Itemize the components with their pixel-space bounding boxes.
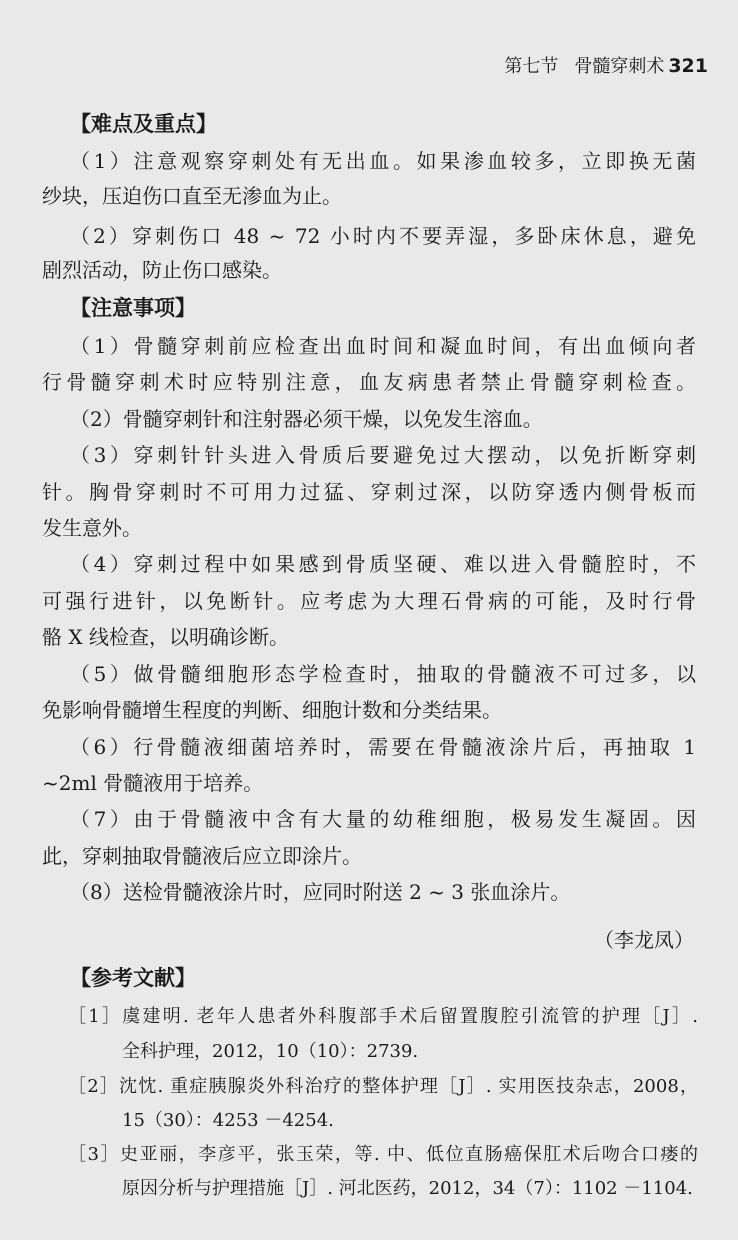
paragraph-line: 纱块，压迫伤口直至无渗血为止。 [42,184,342,208]
paragraph-line: （2）骨髓穿刺针和注射器必须干燥，以免发生溶血。 [70,407,543,431]
reference-line: ［3］史亚丽，李彦平，张玉荣，等. 中、低位直肠癌保肛术后吻合口瘘的 [68,1144,698,1165]
paragraph-line: 可强行进针，以免断针。应考虑为大理石骨病的可能，及时行骨 [42,589,696,613]
reference-line: 全科护理，2012，10（10）：2739. [122,1041,419,1062]
paragraph-line: （4）穿刺过程中如果感到骨质坚硬、难以进入骨髓腔时，不 [70,552,696,576]
reference-line: 15（30）：4253 －4254. [122,1110,334,1131]
paragraph-line: 骼 X 线检查，以明确诊断。 [42,625,289,649]
section-title: 骨髓穿刺术 [574,56,665,77]
paragraph-line: 剧烈活动，防止伤口感染。 [42,258,282,282]
paragraph-line: 针。胸骨穿刺时不可用力过猛、穿刺过深，以防穿透内侧骨板而 [42,480,696,504]
reference-line: ［1］虞建明. 老年人患者外科腹部手术后留置腹腔引流管的护理［J］. [68,1006,698,1027]
paragraph-line: 此，穿刺抽取骨髓液后应立即涂片。 [42,844,362,868]
heading-difficulty: 【难点及重点】 [70,112,217,136]
running-head [504,52,708,78]
paragraph-line: （5）做骨髓细胞形态学检查时，抽取的骨髓液不可过多，以 [70,662,696,686]
paragraph-line: （2）穿刺伤口 48 ~ 72 小时内不要弄湿，多卧床休息，避免 [70,224,696,248]
heading-notes: 【注意事项】 [70,296,196,320]
paragraph-line: （7）由于骨髓液中含有大量的幼稚细胞，极易发生凝固。因 [70,807,696,831]
paragraph-line: （6）行骨髓液细菌培养时，需要在骨髓液涂片后，再抽取 1 [70,735,696,759]
reference-line: 原因分析与护理措施［J］. 河北医药，2012，34（7）：1102 －1104. [122,1178,693,1199]
paragraph-line: 发生意外。 [42,516,142,540]
paragraph-line: ~2ml 骨髓液用于培养。 [42,771,264,795]
paragraph-line: （3）穿刺针针头进入骨质后要避免过大摆动，以免折断穿刺 [70,443,696,467]
page-number: 321 [668,55,708,77]
chapter-label: 第七节 [504,56,559,77]
paragraph-line: 行骨髓穿刺术时应特别注意，血友病患者禁止骨髓穿刺检查。 [42,370,696,394]
paragraph-line: 免影响骨髓增生程度的判断、细胞计数和分类结果。 [42,698,502,722]
reference-line: ［2］沈忱. 重症胰腺炎外科治疗的整体护理［J］. 实用医技杂志，2008， [68,1076,698,1097]
paragraph-line: （1）注意观察穿刺处有无出血。如果渗血较多，立即换无菌 [70,149,696,173]
paragraph-line: （1）骨髓穿刺前应检查出血时间和凝血时间，有出血倾向者 [70,334,696,358]
heading-references: 【参考文献】 [70,966,196,990]
author-credit: （李龙凤） [594,928,694,952]
paragraph-line: （8）送检骨髓液涂片时，应同时附送 2 ~ 3 张血涂片。 [70,880,571,904]
